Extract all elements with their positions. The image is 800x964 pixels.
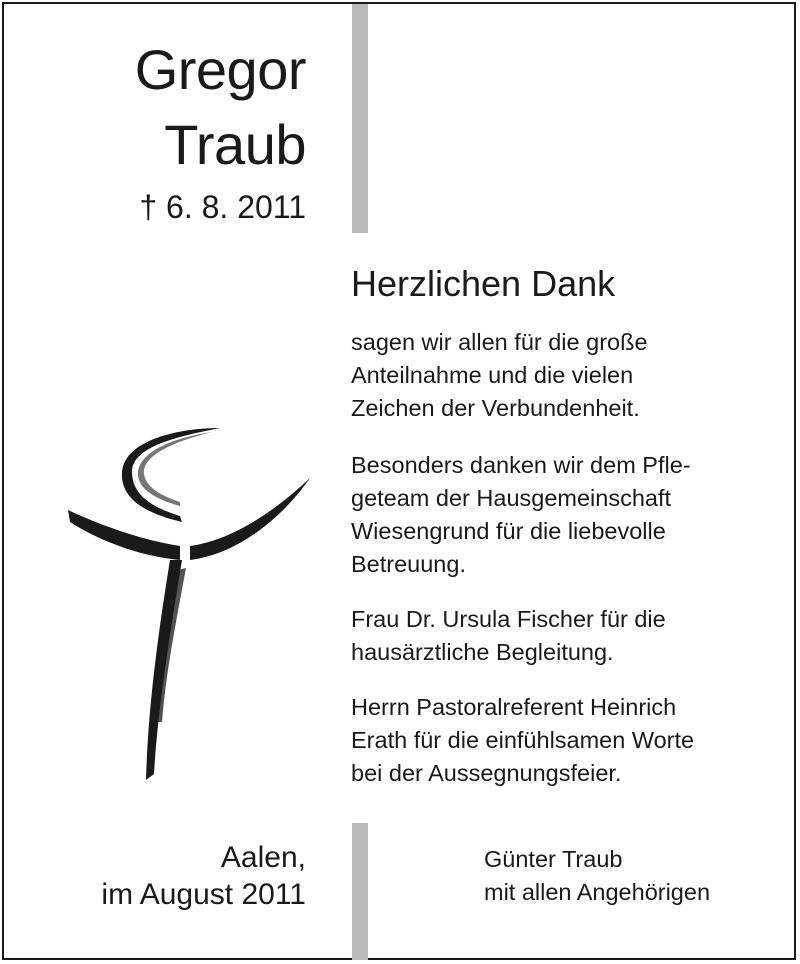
- thanks-heading: Herzlichen Dank: [351, 263, 616, 304]
- place-and-date: Aalen, im August 2011: [101, 841, 306, 911]
- deceased-first-name: Gregor: [134, 38, 306, 101]
- accent-bar-bottom: [352, 823, 368, 960]
- brush-stroke-cross-icon: [62, 422, 312, 787]
- thanks-paragraph: Herrn Pastoralreferent Heinrich Erath für die einfühlsamen Worte bei der Aussegnungsfeier.: [351, 694, 695, 786]
- thanks-paragraph: Frau Dr. Ursula Fischer für die hausärztliche Begleitung.: [351, 606, 666, 665]
- thanks-paragraph: Besonders danken wir dem Pfle- geteam der Hausgemeinschaft Wiesengrund für die liebevolle Betreuung.: [351, 452, 691, 577]
- death-date: † 6. 8. 2011: [139, 189, 306, 225]
- signature: Günter Traub mit allen Angehörigen: [484, 846, 711, 905]
- accent-bar-top: [352, 4, 368, 233]
- deceased-last-name: Traub: [164, 113, 306, 176]
- thanks-paragraph: sagen wir allen für die große Anteilnahme und die vielen Zeichen der Verbundenheit.: [351, 329, 648, 421]
